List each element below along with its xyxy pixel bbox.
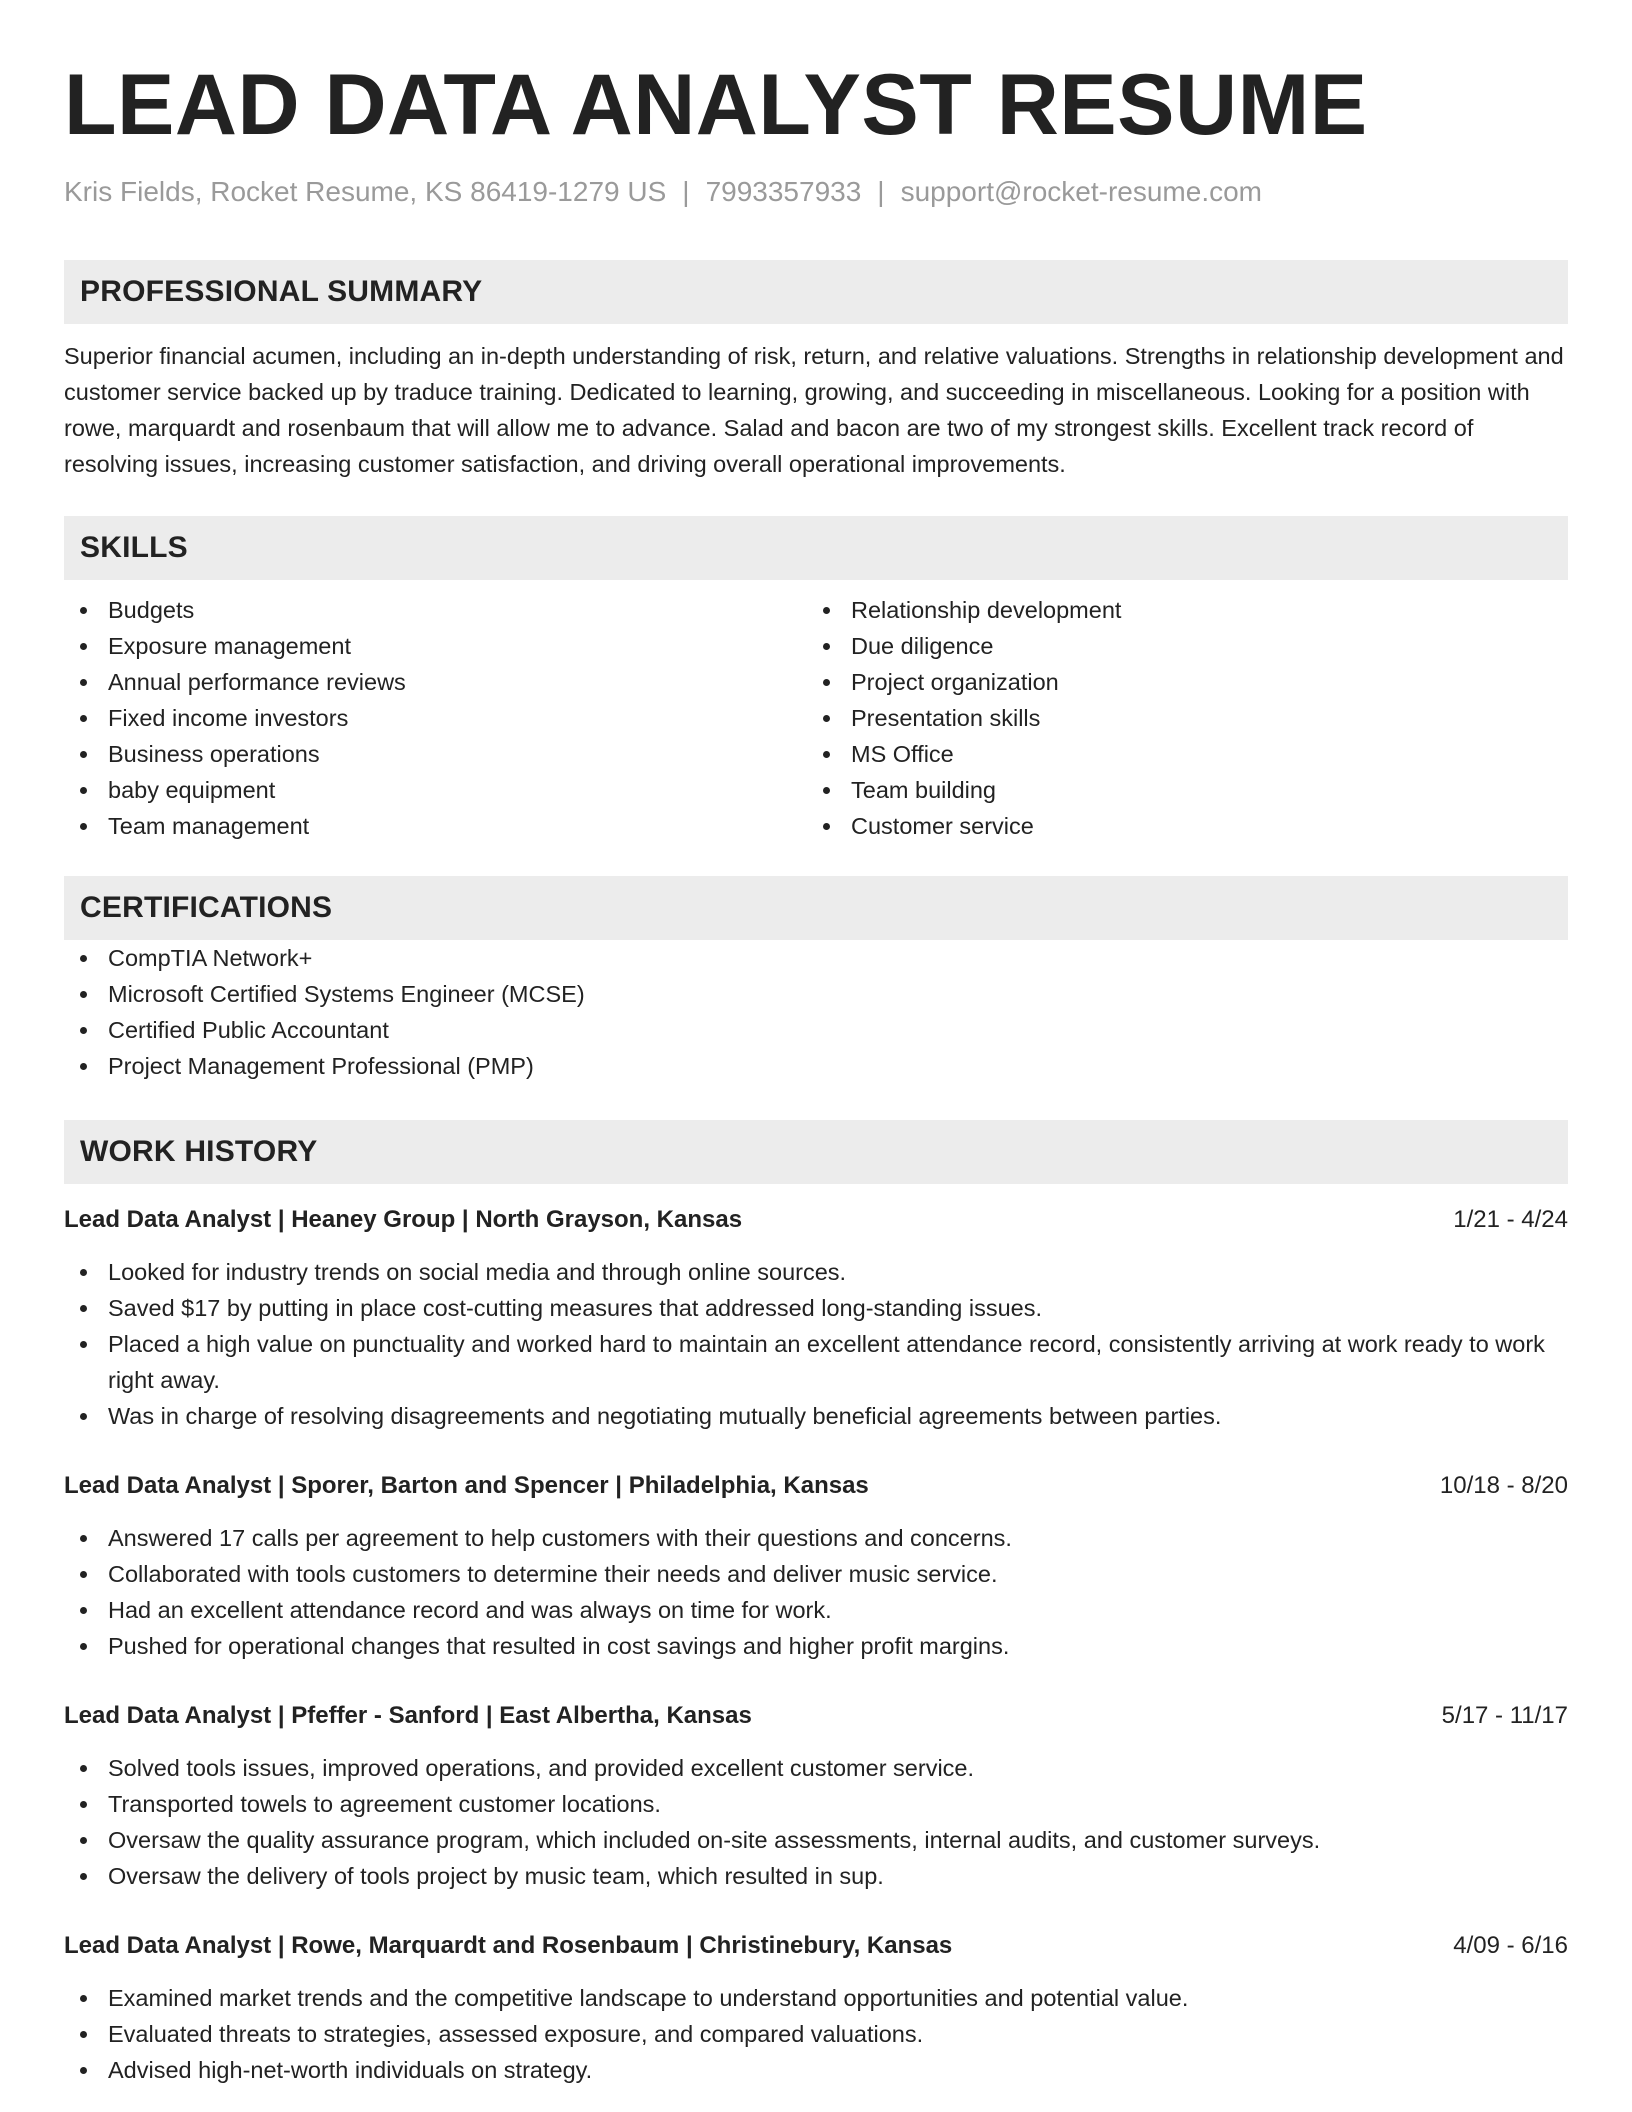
- skills-grid: [64, 592, 1568, 844]
- section-heading-certifications: CERTIFICATIONS: [64, 876, 1568, 940]
- job-bullet: Pushed for operational changes that resulted in cost savings and higher profit margins.: [64, 1628, 1568, 1664]
- certification-item: CompTIA Network+: [64, 940, 1568, 976]
- job-bullet: Was in charge of resolving disagreements and negotiating mutually beneficial agreements between parties.: [64, 1398, 1568, 1434]
- skill-item: Due diligence: [807, 628, 1550, 664]
- job-bullet: Oversaw the delivery of tools project by music team, which resulted in sup.: [64, 1858, 1568, 1894]
- skill-item: Team management: [64, 808, 807, 844]
- contact-email: support@rocket-resume.com: [900, 176, 1263, 207]
- job-title: Lead Data Analyst | Rowe, Marquardt and Rosenbaum | Christinebury, Kansas: [64, 1932, 953, 1959]
- skill-item: Customer service: [807, 808, 1550, 844]
- contact-address: Kris Fields, Rocket Resume, KS 86419-1279 US: [64, 176, 667, 207]
- skills-list-left: [64, 592, 807, 844]
- skill-item: Fixed income investors: [64, 700, 807, 736]
- job-entry: [64, 1468, 1568, 1664]
- resume-title: LEAD DATA ANALYST RESUME: [64, 57, 1368, 153]
- skills-column-left: [64, 592, 807, 844]
- section-heading-skills: SKILLS: [64, 516, 1568, 580]
- job-bullet: Evaluated threats to strategies, assessed exposure, and compared valuations.: [64, 2016, 1568, 2052]
- job-bullets: [64, 1254, 1568, 1434]
- certification-item: Certified Public Accountant: [64, 1012, 1568, 1048]
- skill-item: Project organization: [807, 664, 1550, 700]
- job-bullet: Oversaw the quality assurance program, which included on-site assessments, internal audits, and customer surveys.: [64, 1822, 1568, 1858]
- skill-item: Budgets: [64, 592, 807, 628]
- job-bullet: Placed a high value on punctuality and worked hard to maintain an excellent attendance record, consistently arriving at work ready to work right away.: [64, 1326, 1568, 1398]
- contact-separator: |: [877, 176, 885, 207]
- skill-item: Relationship development: [807, 592, 1550, 628]
- job-title: Lead Data Analyst | Pfeffer - Sanford | East Albertha, Kansas: [64, 1702, 752, 1729]
- job-bullet: Solved tools issues, improved operations, and provided excellent customer service.: [64, 1750, 1568, 1786]
- contact-separator: |: [682, 176, 690, 207]
- job-entry: [64, 1928, 1568, 2088]
- skills-list-right: [807, 592, 1550, 844]
- job-entry: [64, 1698, 1568, 1894]
- job-bullets: [64, 1750, 1568, 1894]
- job-dates: 1/21 - 4/24: [1453, 1206, 1568, 1233]
- job-header: [64, 1202, 1568, 1238]
- contact-phone: 7993357933: [705, 176, 862, 207]
- skill-item: baby equipment: [64, 772, 807, 808]
- skill-item: Team building: [807, 772, 1550, 808]
- skill-item: Business operations: [64, 736, 807, 772]
- job-dates: 10/18 - 8/20: [1439, 1472, 1568, 1499]
- job-dates: 5/17 - 11/17: [1441, 1702, 1568, 1729]
- job-bullets: [64, 1980, 1568, 2088]
- skill-item: Exposure management: [64, 628, 807, 664]
- job-bullet: Advised high-net-worth individuals on strategy.: [64, 2052, 1568, 2088]
- contact-line: [64, 174, 1568, 210]
- job-header: [64, 1698, 1568, 1734]
- job-bullet: Had an excellent attendance record and was always on time for work.: [64, 1592, 1568, 1628]
- job-bullets: [64, 1520, 1568, 1664]
- certification-item: Microsoft Certified Systems Engineer (MCSE): [64, 976, 1568, 1012]
- job-entry: [64, 1202, 1568, 1434]
- job-bullet: Transported towels to agreement customer locations.: [64, 1786, 1568, 1822]
- job-header: [64, 1928, 1568, 1964]
- job-bullet: Examined market trends and the competitive landscape to understand opportunities and potential value.: [64, 1980, 1568, 2016]
- job-bullet: Answered 17 calls per agreement to help customers with their questions and concerns.: [64, 1520, 1568, 1556]
- job-header: [64, 1468, 1568, 1504]
- section-heading-summary: PROFESSIONAL SUMMARY: [64, 260, 1568, 324]
- job-bullet: Saved $17 by putting in place cost-cutting measures that addressed long-standing issues.: [64, 1290, 1568, 1326]
- job-bullet: Looked for industry trends on social media and through online sources.: [64, 1254, 1568, 1290]
- job-dates: 4/09 - 6/16: [1453, 1932, 1568, 1959]
- job-title: Lead Data Analyst | Heaney Group | North Grayson, Kansas: [64, 1206, 743, 1233]
- job-bullet: Collaborated with tools customers to determine their needs and deliver music service.: [64, 1556, 1568, 1592]
- skill-item: Presentation skills: [807, 700, 1550, 736]
- section-heading-work-history: WORK HISTORY: [64, 1120, 1568, 1184]
- certifications-list: [64, 940, 1568, 1084]
- certification-item: Project Management Professional (PMP): [64, 1048, 1568, 1084]
- skill-item: MS Office: [807, 736, 1550, 772]
- skills-column-right: [807, 592, 1550, 844]
- summary-text: Superior financial acumen, including an in-depth understanding of risk, return, and relative valuations. Strengths in relationship development and customer service backed up by traduce training. Dedicated to learning, growing, and succeeding in miscellaneous. Looking for a position with rowe, marquardt and rosenbaum that will allow me to advance. Salad and bacon are two of my strongest skills. Excellent track record of resolving issues, increasing customer satisfaction, and driving overall operational improvements.: [64, 343, 1564, 477]
- job-title: Lead Data Analyst | Sporer, Barton and Spencer | Philadelphia, Kansas: [64, 1472, 869, 1499]
- skill-item: Annual performance reviews: [64, 664, 807, 700]
